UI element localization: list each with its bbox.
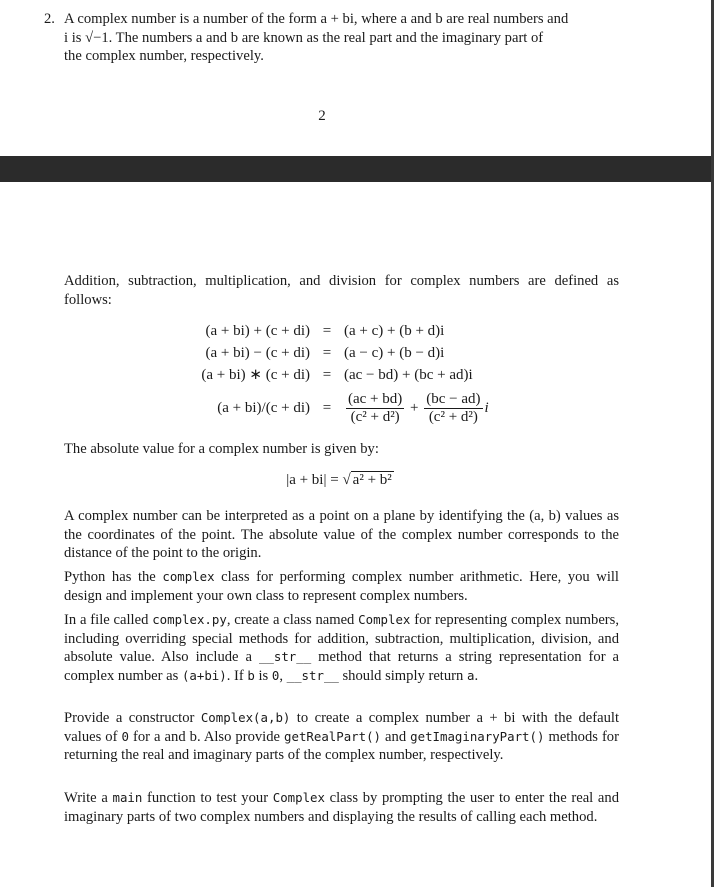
text-run: Python has the [64, 569, 163, 585]
text-run: method that returns a string representation for a complex number as [64, 649, 620, 684]
code-span: complex.py [152, 612, 227, 627]
fraction-numerator: (ac + bd) [348, 390, 403, 407]
intro-text [64, 10, 619, 66]
code-span: main [112, 790, 143, 805]
imaginary-unit: i [484, 399, 489, 416]
code-span: Complex [272, 790, 325, 805]
text-run: class by prompting the user to enter the real and imaginary parts of two complex numbers and displaying the results of calling each method. [64, 790, 619, 825]
code-span: __str__ [258, 649, 312, 664]
text-run: Provide a constructor [64, 710, 201, 726]
equation-relation: = [322, 366, 332, 383]
radical-sign: √ [342, 472, 351, 488]
equation-rhs: (a − c) + (b − d)i [344, 344, 445, 361]
code-span: 0 [271, 667, 280, 683]
text-run: for representing complex numbers, including overriding special methods for addition, subtraction, multiplication, division, and absolute value. Also include a [64, 612, 619, 665]
equation-row [150, 342, 489, 364]
text-run: to create a complex number a + bi with the default values of [64, 710, 619, 745]
file-paragraph [64, 611, 619, 685]
intro-line-1: A complex number is a number of the form a + bi, where a and b are real numbers and [64, 11, 569, 27]
equation-lhs: (a + bi)/(c + di) [217, 399, 310, 416]
equation-lhs: (a + bi) ∗ (c + di) [201, 366, 310, 383]
text-run: class for performing complex number arithmetic. Here, you will design and implement your own class to represent complex numbers. [64, 569, 619, 604]
equation-rhs: (ac − bd) + (bc + ad)i [344, 366, 473, 383]
text-run: should simply return [338, 667, 467, 684]
constructor-paragraph [64, 709, 619, 765]
text-run: Write a [64, 790, 113, 806]
code-span: a [466, 667, 475, 683]
equation-lhs: (a + bi) − (c + di) [205, 344, 310, 361]
text-run: . [474, 667, 479, 684]
geometry-paragraph: A complex number can be interpreted as a point on a plane by identifying the (a, b) values as the coordinates of the point. The absolute value of the complex number corresponds to the distance of the point to the origin. [64, 508, 619, 561]
text-run: function to test your [142, 790, 273, 806]
equation-row-division [150, 386, 489, 430]
code-span: (a+bi) [181, 667, 227, 683]
equation-relation: = [322, 344, 332, 361]
abs-formula [0, 471, 680, 490]
text-run: and [381, 728, 411, 745]
text-run: , [279, 667, 287, 684]
fraction-numerator: (bc − ad) [426, 390, 481, 407]
equation-rhs-fraction [344, 386, 489, 430]
code-span: 0 [121, 728, 129, 744]
text-run: is [254, 667, 272, 684]
equation-row [150, 364, 489, 386]
ops-intro: Addition, subtraction, multiplication, and division for complex numbers are defined as follows: [64, 273, 619, 308]
fraction-imag [424, 391, 482, 426]
code-span: Complex [358, 612, 411, 627]
python-paragraph [64, 568, 619, 605]
abs-lhs: |a + bi| = [286, 472, 343, 488]
plus-sign: + [410, 399, 419, 416]
text-run: , create a class named [226, 612, 359, 628]
code-span: b [247, 667, 255, 683]
fraction-denominator: (c² + d²) [428, 408, 478, 425]
radicand: a² + b² [352, 472, 392, 488]
text-run: . If [226, 667, 248, 684]
page-divider [0, 156, 714, 182]
page-number: 2 [318, 108, 326, 124]
code-span: __str__ [286, 667, 339, 683]
intro-line-3: the complex number, respectively. [64, 48, 264, 64]
equation-row [150, 320, 489, 342]
item-number: 2. [44, 11, 55, 27]
main-paragraph [64, 789, 619, 826]
abs-intro: The absolute value for a complex number is given by: [64, 441, 379, 457]
equation-table [150, 320, 489, 430]
intro-line-2: i is √−1. The numbers a and b are known as the real part and the imaginary part of [64, 29, 544, 46]
equation-relation: = [322, 399, 332, 416]
equation-relation: = [322, 322, 332, 339]
text-run: for a and b. Also provide [128, 728, 285, 745]
equation-rhs: (a + c) + (b + d)i [344, 322, 445, 339]
equation-lhs: (a + bi) + (c + di) [205, 322, 310, 339]
text-run: methods for returning the real and imaginary parts of the complex number, respectively. [64, 728, 619, 763]
code-span: Complex(a,b) [200, 710, 291, 725]
code-span: complex [162, 569, 215, 584]
fraction-real [346, 391, 404, 426]
code-span: getImaginaryPart() [410, 728, 545, 744]
code-span: getRealPart() [284, 728, 382, 744]
text-run: In a file called [64, 612, 153, 628]
fraction-denominator: (c² + d²) [350, 408, 400, 425]
